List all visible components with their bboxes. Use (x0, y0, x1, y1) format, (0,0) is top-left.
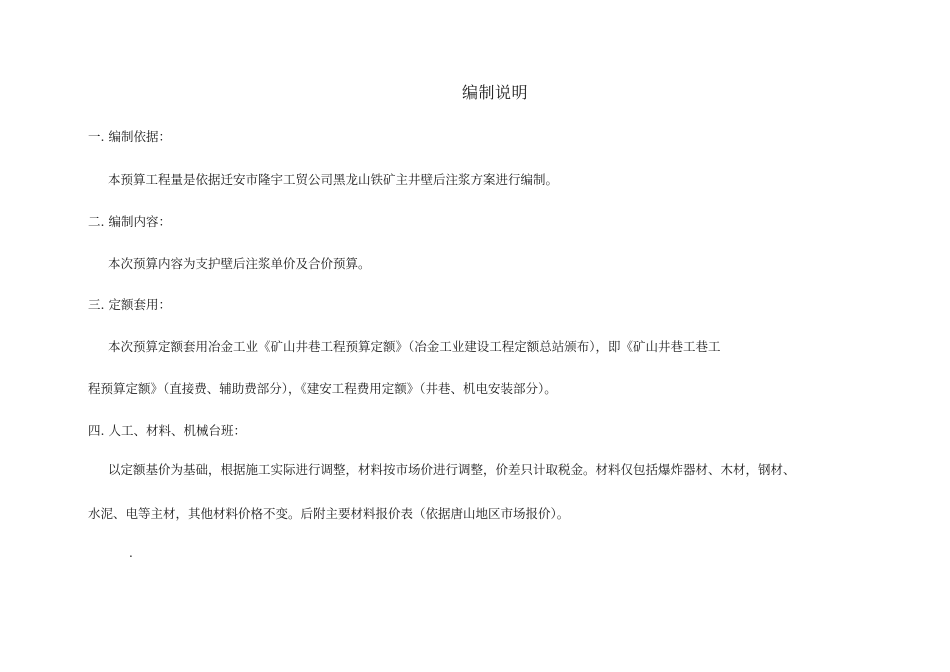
section-paragraph-content: 本次预算内容为支护壁后注浆单价及合价预算。 (108, 256, 371, 271)
section-paragraph-resources-line2: 水泥、电等主材，其他材料价格不变。后附主要材料报价表（依据唐山地区市场报价）。 (88, 506, 570, 521)
section-paragraph-basis: 本预算工程量是依据迁安市隆宇工贸公司黑龙山铁矿主井壁后注浆方案进行编制。 (108, 172, 559, 187)
section-heading-content: 二. 编制内容： (88, 214, 171, 229)
section-heading-quota: 三. 定额套用： (88, 297, 171, 312)
page-title: 编制说明 (461, 83, 528, 102)
section-paragraph-quota-line1: 本次预算定额套用冶金工业《矿山井巷工程预算定额》（冶金工业建设工程定额总站颁布），即《矿山井巷工巷工 (108, 339, 721, 354)
section-heading-basis: 一. 编制依据： (88, 129, 171, 144)
section-paragraph-quota-line2: 程预算定额》（直接费、辅助费部分），《建安工程费用定额》（井巷、机电安装部分）。 (88, 381, 557, 396)
trailing-mark: . (129, 546, 133, 560)
section-heading-resources: 四. 人工、材料、机械台班： (88, 423, 246, 438)
section-paragraph-resources-line1: 以定额基价为基础，根据施工实际进行调整，材料按市场价进行调整，价差只计取税金。材料仅包括爆炸器材、木材，钢材、 (108, 462, 796, 477)
